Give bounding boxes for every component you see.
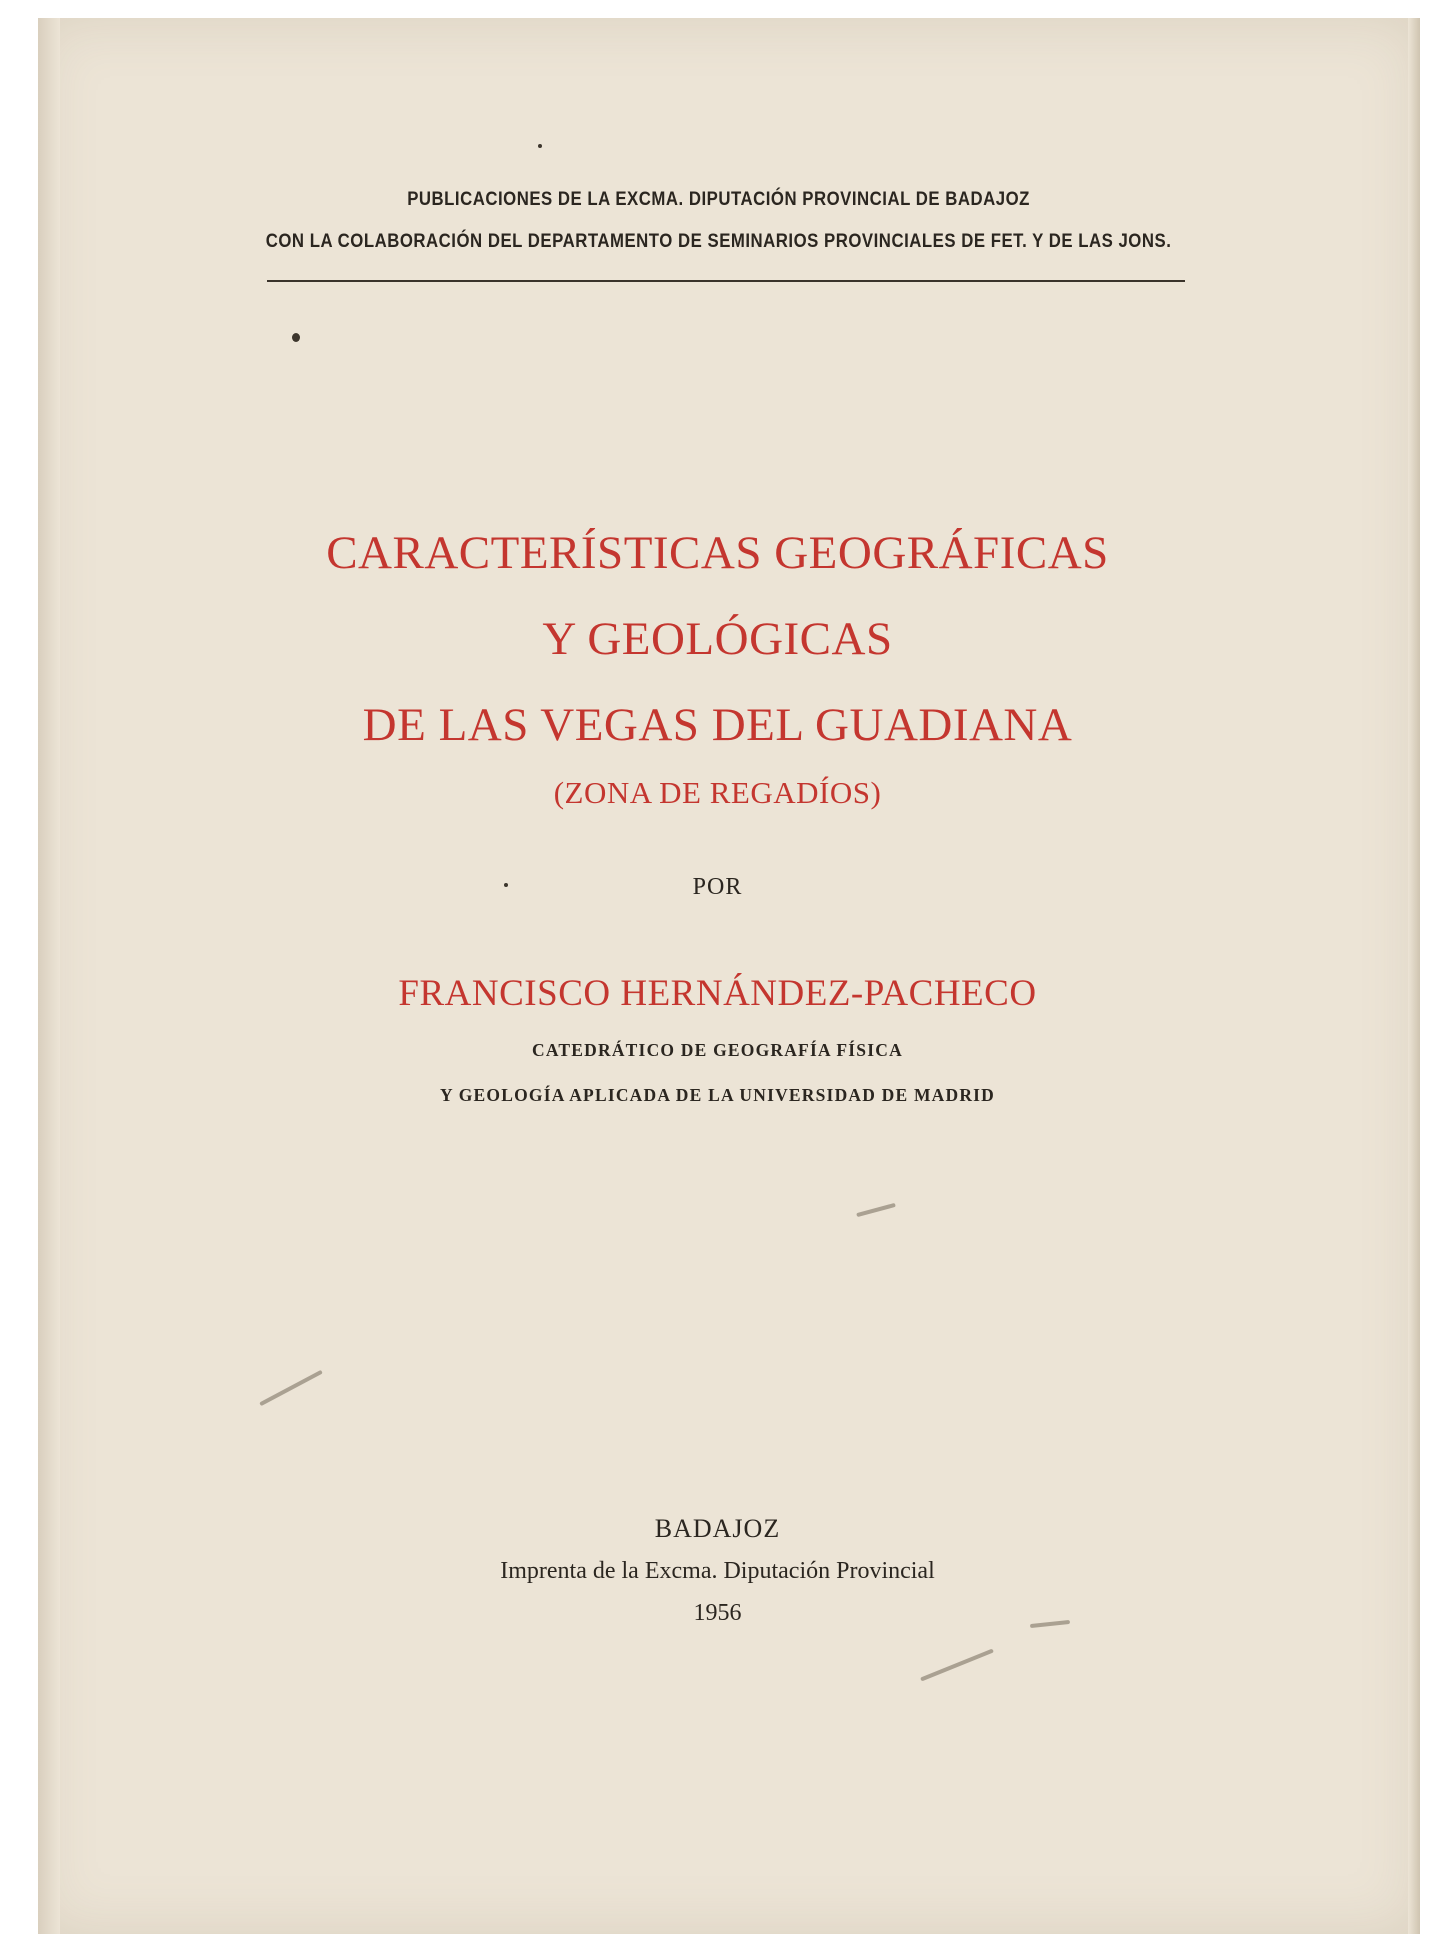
author-name: FRANCISCO HERNÁNDEZ-PACHECO [398,973,1037,1014]
title-line-2: Y GEOLÓGICAS [542,613,893,665]
printer: Imprenta de la Excma. Diputación Provincial [500,1558,935,1584]
publication-year: 1956 [693,1600,742,1626]
subtitle: (ZONA DE REGADÍOS) [553,775,882,810]
title-line-3: DE LAS VEGAS DEL GUADIANA [362,699,1073,751]
affiliation-line-1: CATEDRÁTICO DE GEOGRAFÍA FÍSICA [532,1040,903,1060]
title-line-1: CARACTERÍSTICAS GEOGRÁFICAS [326,527,1109,579]
paper-spot [538,144,542,148]
paper-spot [504,883,508,887]
series-line-2: CON LA COLABORACIÓN DEL DEPARTAMENTO DE SEMINARIOS PROVINCIALES DE FET. Y DE LAS JONS. [265,230,1172,252]
header-rule [267,280,1185,282]
by-label: POR [692,874,743,900]
series-line-1: PUBLICACIONES DE LA EXCMA. DIPUTACIÓN PROVINCIAL DE BADAJOZ [407,188,1030,210]
paper-spot [292,333,300,342]
publication-place: BADAJOZ [654,1514,781,1543]
affiliation-line-2: Y GEOLOGÍA APLICADA DE LA UNIVERSIDAD DE MADRID [439,1085,996,1105]
